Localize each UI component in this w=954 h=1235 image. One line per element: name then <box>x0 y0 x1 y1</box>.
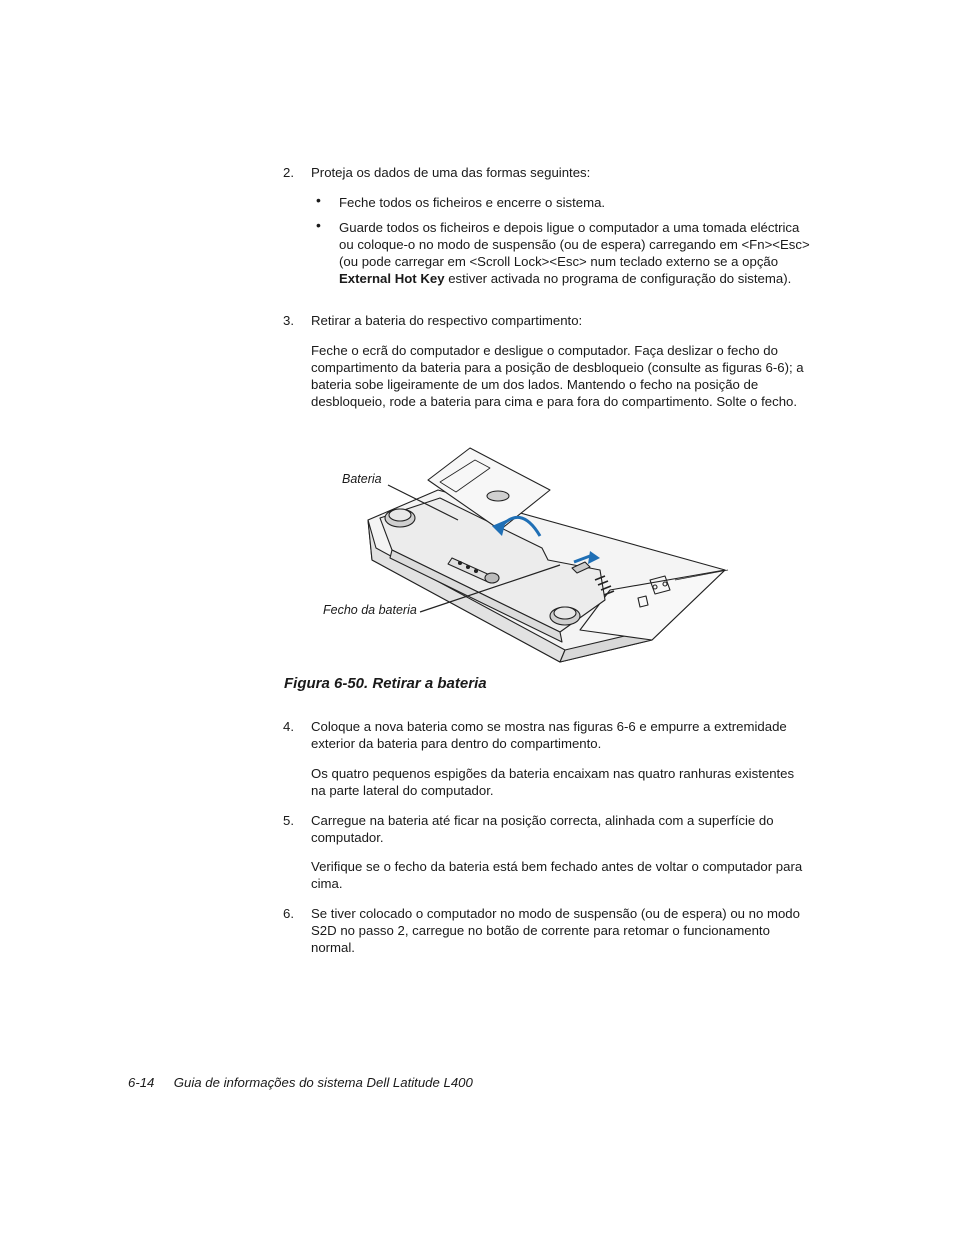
figure-label-latch: Fecho da bateria <box>323 603 417 617</box>
bullet-2-text-a: Guarde todos os ficheiros e depois ligue o computador a uma tomada eléctrica ou coloque-o no modo de suspensão (ou de espera) carregando em <Fn><Esc> (ou pode carregar em <Scroll Lock><Esc> num teclado externo se a opção <box>339 220 810 269</box>
step-2-number: 2. <box>283 165 294 180</box>
battery-removal-illustration <box>320 440 740 668</box>
laptop-battery-drawing <box>320 440 740 668</box>
bullet-2-text-b: estiver activada no programa de configuração do sistema). <box>444 271 792 286</box>
step-3-body: Feche o ecrã do computador e desligue o computador. Faça deslizar o fecho do compartimento da bateria para a posição de desbloqueio (consulte as figuras 6-6); a bateria sobe ligeiramente de um dos lados. Mantendo o fecho na posição de desbloqueio, rode a bateria para cima e para fora do compartimento. Solte o fecho. <box>311 343 804 409</box>
external-hot-key-term: External Hot Key <box>339 271 445 286</box>
step-4-body: Os quatro pequenos espigões da bateria encaixam nas quatro ranhuras existentes na parte lateral do computador. <box>311 766 795 798</box>
step-5-body: Verifique se o fecho da bateria está bem fechado antes de voltar o computador para cima. <box>311 859 803 891</box>
step-5-lead: Carregue na bateria até ficar na posição correcta, alinhada com a superfície do computador. <box>311 813 774 845</box>
step-5-number: 5. <box>283 813 294 828</box>
step-3-lead: Retirar a bateria do respectivo compartimento: <box>311 313 583 328</box>
step-2-bullet-2 <box>339 219 817 287</box>
step-2-lead: Proteja os dados de uma das formas seguintes: <box>311 165 591 180</box>
bullet-icon: • <box>316 217 321 233</box>
bullet-icon: • <box>316 192 321 208</box>
figure-caption: Figura 6-50. Retirar a bateria <box>284 675 487 692</box>
page-footer <box>128 1075 473 1090</box>
footer-title: Guia de informações do sistema Dell Latitude L400 <box>173 1075 473 1090</box>
figure-label-battery: Bateria <box>342 472 382 486</box>
step-4-number: 4. <box>283 719 294 734</box>
step-3-number: 3. <box>283 313 294 328</box>
step-6-number: 6. <box>283 906 294 921</box>
step-2-bullet-1: Feche todos os ficheiros e encerre o sistema. <box>339 195 606 210</box>
page-number: 6-14 <box>128 1075 155 1090</box>
step-6-lead: Se tiver colocado o computador no modo de suspensão (ou de espera) ou no modo S2D no passo 2, carregue no botão de corrente para retomar o funcionamento normal. <box>311 906 800 955</box>
step-4-lead: Coloque a nova bateria como se mostra nas figuras 6-6 e empurre a extremidade exterior da bateria para dentro do compartimento. <box>311 719 787 751</box>
